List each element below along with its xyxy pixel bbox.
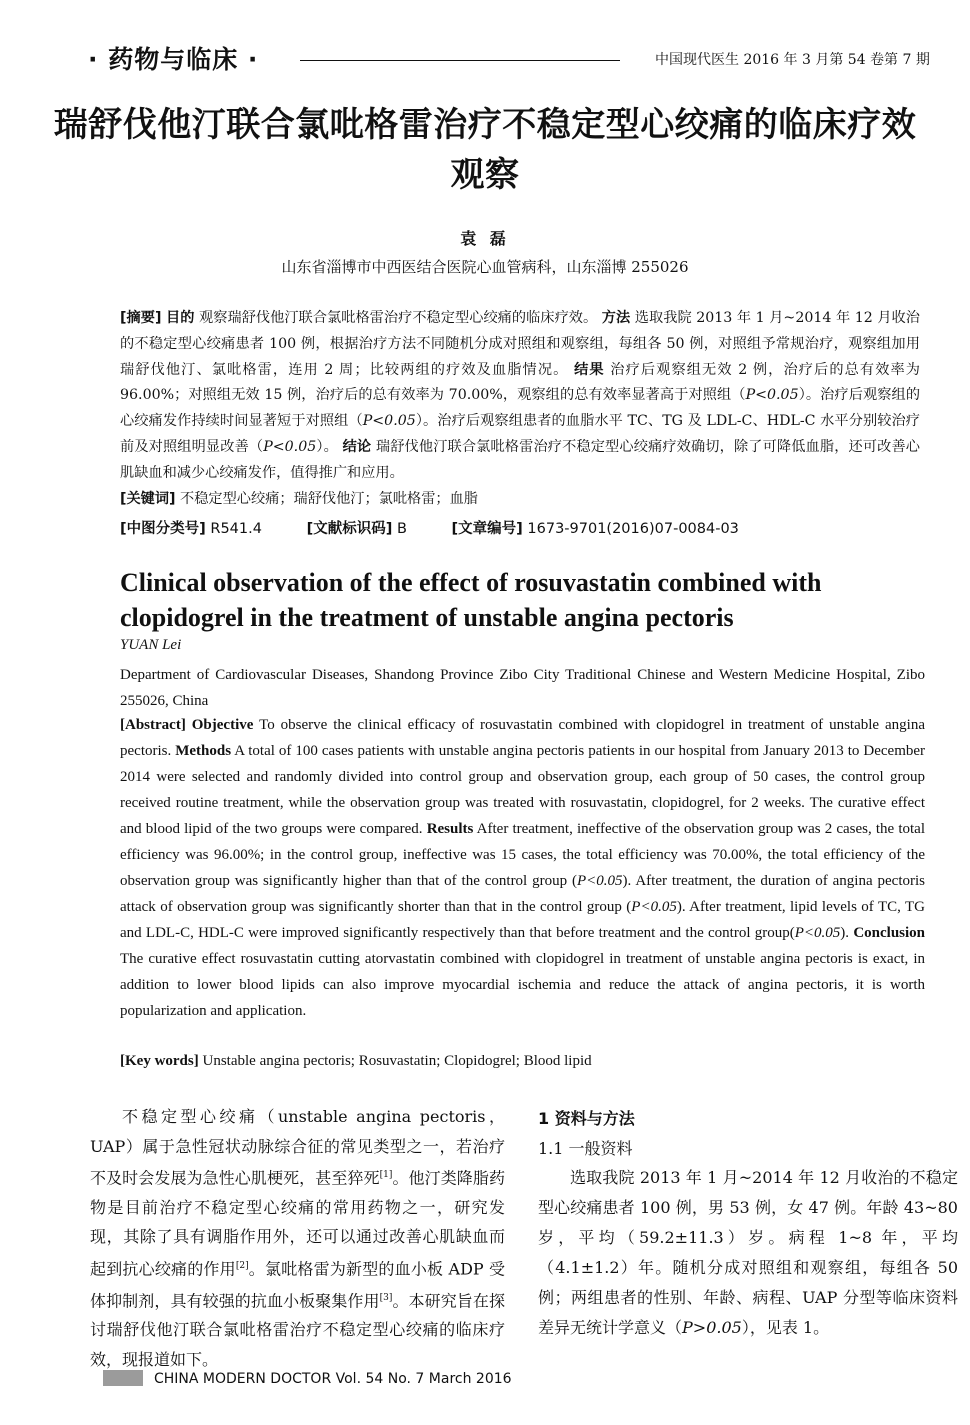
abstract-label: [摘要] [120, 310, 162, 326]
section-heading: 1 资料与方法 [538, 1109, 635, 1128]
methods-label: Methods [175, 743, 232, 759]
conclusion-label: Conclusion [853, 925, 926, 941]
results-label: 结果 [574, 361, 605, 378]
p-value: P<0.05 [745, 387, 799, 404]
objective-text: 观察瑞舒伐他汀联合氯吡格雷治疗不稳定型心绞痛的临床疗效。 [199, 310, 598, 326]
abstract-label: [Abstract] [120, 717, 186, 733]
page-number-mark [103, 1370, 143, 1386]
citation-ref: [2] [235, 1260, 249, 1271]
results-text: ）。 [316, 438, 338, 455]
article-no-value: 1673-9701(2016)07-0084-03 [527, 521, 739, 537]
clc-value: R541.4 [210, 521, 262, 537]
results-label: Results [426, 821, 474, 837]
section-label: · 药物与临床 · [88, 45, 259, 74]
keywords-en [120, 1053, 925, 1070]
conclusion-label: 结论 [342, 438, 372, 455]
citation-ref: [3] [379, 1292, 393, 1303]
citation-ref: [1] [379, 1170, 393, 1180]
author-en: YUAN Lei [120, 637, 182, 653]
results-text: ）。治疗后观察组患者的血脂水平 TC、TG 及 LDL-C、HDL-C 水平分别较治疗前及对照组明显改善（ [120, 413, 920, 455]
doc-code-label: [文献标识码] [306, 521, 393, 537]
title-cn: 瑞舒伐他汀联合氯吡格雷治疗不稳定型心绞痛的临床疗效观察 [53, 105, 917, 195]
author-cn: 袁 磊 [460, 229, 510, 248]
affiliation-cn: 山东省淄博市中西医结合医院心血管病科，山东淄博 255026 [281, 258, 689, 276]
p-value: P<0.05 [263, 438, 317, 455]
p-value: P>0.05 [682, 1318, 742, 1337]
methods-label: 方法 [601, 310, 631, 326]
clc-label: [中图分类号] [120, 521, 206, 537]
body-general-data [538, 1163, 958, 1343]
intro-text: 。本研究旨在探讨瑞舒伐他汀联合氯吡格雷治疗不稳定型心绞痛的临床疗效，现报道如下。 [90, 1290, 505, 1369]
results-text: ). After treatment, lipid levels of TC, TG and LDL-C, HDL-C were improved significantly respectively than that before treatment and the control group( [120, 899, 925, 941]
title-en: Clinical observation of the effect of rosuvastatin combined with clopidogrel in the treatment of unstable angina pectoris [120, 568, 822, 632]
intro-text: 。他汀类降脂药物是目前治疗不稳定型心绞痛的常用药物之一，研究发现，其除了具有调脂作用外，还可以通过改善心肌缺血而起到抗心绞痛的作用 [90, 1168, 505, 1279]
objective-text: To observe the clinical efficacy of rosuvastatin combined with clopidogrel in treatment of unstable angina pectoris. [120, 717, 926, 759]
general-data-text: ），见表 1。 [741, 1318, 830, 1337]
header-rule [300, 60, 620, 61]
keywords-text: 不稳定型心绞痛；瑞舒伐他汀；氯吡格雷；血脂 [180, 490, 478, 507]
methods-text: 选取我院 2013 年 1 月~2014 年 12 月收治的不稳定型心绞痛患者 100 例，根据治疗方法不同随机分成对照组和观察组，每组各 50 例，对照组予常规治疗，观察组加用瑞舒伐他汀、氯吡格雷，连用 2 周；比较两组的疗效及血脂情况。 [120, 310, 920, 378]
classification-row [120, 517, 779, 538]
general-data-text: 选取我院 2013 年 1 月~2014 年 12 月收治的不稳定型心绞痛患者 100 例，男 53 例，女 47 例。年龄 43~80 岁，平均（59.2±11.3）岁。病程 1~8 年，平均（4.1±1.2）年。随机分成对照组和观察组，每组各 50 例；两组患者的性别、年龄、病程、UAP 分型等临床资料差异无统计学意义（ [538, 1168, 958, 1337]
article-no-label: [文章编号] [451, 521, 523, 537]
intro-text: 不稳定型心绞痛（unstable angina pectoris，UAP）属于急性冠状动脉综合征的常见类型之一，若治疗不及时会发展为急性心肌梗死，甚至猝死 [90, 1107, 505, 1188]
keywords-label: [Key words] [120, 1053, 199, 1069]
p-value: P<0.05 [794, 925, 841, 941]
conclusion-text: The curative effect rosuvastatin cutting atorvastatin combined with clopidogrel in treatment of unstable angina pectoris is exact, in addition to lower blood lipids can also improve myocardial ischemia and reduce the attack of angina pectoris, it is worth popularization and application. [120, 951, 925, 1019]
methods-text: A total of 100 cases patients with unstable angina pectoris patients in our hospital from January 2013 to December 2014 were selected and randomly divided into control group and observation group, each group of 50 cases, the control group received routine treatment, while the observation group was treated with rosuvastatin, clopidogrel, for 2 weeks. The curative effect and blood lipid of the two groups were compared. [120, 743, 926, 837]
p-value: P<0.05 [631, 899, 677, 915]
p-value: P<0.05 [362, 413, 416, 430]
affiliation-en: Department of Cardiovascular Diseases, Shandong Province Zibo City Traditional Chinese and Western Medicine Hospital, Zibo 255026, China [120, 667, 925, 709]
results-text: ). [840, 925, 850, 941]
keywords-label: [关键词] [120, 490, 176, 507]
p-value: P<0.05 [577, 873, 623, 889]
results-text: After treatment, ineffective of the observation group was 2 cases, the total efficiency was 96.00%; in the control group, ineffective was 15 cases, the total efficiency was 70.00%, the total efficiency of the observation group was significantly higher than that of the control group ( [120, 821, 925, 889]
subsection-heading: 1.1 一般资料 [538, 1139, 633, 1158]
results-text: 治疗后观察组无效 2 例，治疗后的总有效率为 96.00%；对照组无效 15 例，治疗后的总有效率为 70.00%，观察组的总有效率显著高于对照组（ [120, 361, 920, 404]
journal-issue: 中国现代医生 2016 年 3 月第 54 卷第 7 期 [655, 52, 930, 68]
keywords-text: Unstable angina pectoris; Rosuvastatin; Clopidogrel; Blood lipid [202, 1053, 592, 1069]
objective-label: Objective [191, 717, 254, 733]
abstract-en [120, 712, 925, 1024]
doc-code-value: B [396, 521, 407, 537]
objective-label: 目的 [166, 310, 195, 326]
body-intro [90, 1102, 505, 1374]
conclusion-text: 瑞舒伐他汀联合氯吡格雷治疗不稳定型心绞痛疗效确切，除了可降低血脂，还可改善心肌缺血和减少心绞痛发作，值得推广和应用。 [120, 438, 920, 481]
results-text: ). After treatment, the duration of angina pectoris attack of observation group was significantly shorter than that in the control group ( [120, 873, 925, 915]
abstract-cn [120, 306, 920, 512]
results-text: ）。治疗后观察组的心绞痛发作持续时间显著短于对照组（ [120, 387, 921, 430]
intro-text: 。氯吡格雷为新型的血小板 ADP 受体抑制剂，具有较强的抗血小板聚集作用 [90, 1259, 505, 1310]
footer: CHINA MODERN DOCTOR Vol. 54 No. 7 March 2016 [154, 1371, 512, 1387]
